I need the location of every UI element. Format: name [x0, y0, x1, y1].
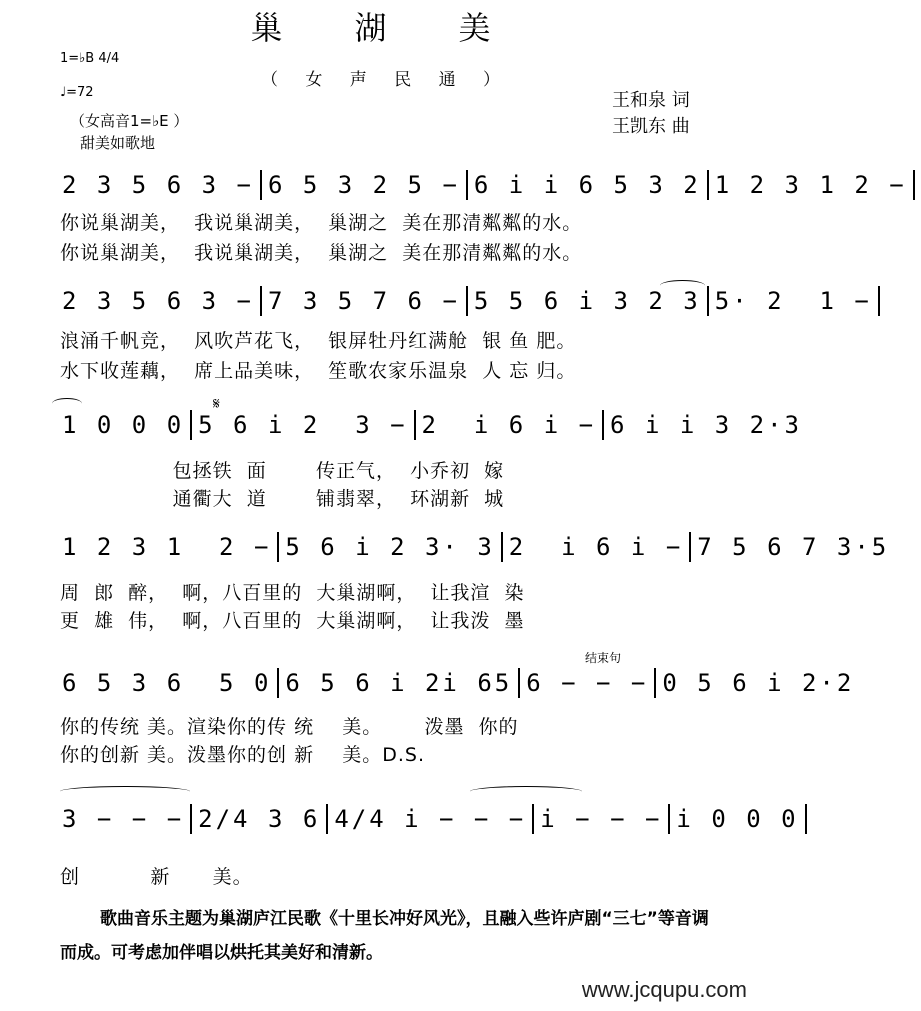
bar-line [654, 668, 656, 698]
bar-line [260, 286, 262, 316]
bar-line [190, 410, 192, 440]
lyric-line: 你说巢湖美， 我说巢湖美， 巢湖之 美在那清粼粼的水。 [60, 242, 583, 264]
measure: 6 i i 6 5 3 2 [473, 171, 701, 199]
lyric-line: 你说巢湖美， 我说巢湖美， 巢湖之 美在那清粼粼的水。 [60, 212, 583, 234]
segno-icon: 𝄋 [213, 394, 220, 413]
bar-line [466, 286, 468, 316]
ending-label: 结束句 [585, 651, 622, 665]
measure: 6 5 6 i 2i 65 [285, 669, 513, 697]
measure: 5 6 i 2 3 − [198, 411, 408, 439]
measure: 5 5 6 i 3 2 3 [473, 287, 701, 315]
bar-line [689, 532, 691, 562]
measure: 2 i 6 i − [508, 533, 684, 561]
lyric-line: 周 郎 醉， 啊，八百里的 大巢湖啊， 让我渲 染 [60, 582, 525, 604]
measure: 7 3 5 7 6 − [267, 287, 460, 315]
bar-line [414, 410, 416, 440]
lyric-line: 创 新 美。 [60, 866, 253, 888]
measure: 6 5 3 2 5 − [267, 171, 460, 199]
notation-row-4 [62, 532, 889, 562]
slur [660, 280, 705, 291]
bar-line [602, 410, 604, 440]
bar-line [190, 804, 192, 834]
measure: 2 3 5 6 3 − [62, 171, 254, 199]
measure: 6 i i 3 2·3 [610, 411, 802, 439]
expression-mark: 甜美如歌地 [80, 134, 156, 152]
slur [470, 786, 582, 797]
bar-line [326, 804, 328, 834]
lyric-line: 你的创新 美。泼墨你的创 新 美。D.S. [60, 744, 426, 766]
measure: 5· 2 1 − [714, 287, 872, 315]
measure: 6 5 3 6 5 0 [62, 669, 272, 697]
bar-line [466, 170, 468, 200]
lyric-line: 通衢大 道 铺翡翠， 环湖新 城 [60, 488, 505, 510]
key-signature: 1=♭B 4/4 [60, 51, 120, 66]
measure: 2 i 6 i − [421, 411, 597, 439]
lyric-line: 浪涌千帆竞， 风吹芦花飞， 银屏牡丹红满舱 银 鱼 肥。 [60, 330, 577, 352]
measure: 1 2 3 1 2 − [714, 171, 907, 199]
notation-row-6 [62, 804, 813, 834]
bar-line [518, 668, 520, 698]
vocal-range: （女高音1=♭E ） [70, 112, 189, 130]
notation-row-3 [62, 410, 802, 440]
measure: 3 − − − [62, 805, 185, 833]
page-title: 巢 湖 美 [250, 9, 511, 47]
lyric-line: 更 雄 伟， 啊，八百里的 大巢湖啊， 让我泼 墨 [60, 610, 525, 632]
bar-line [260, 170, 262, 200]
bar-line [913, 170, 915, 200]
measure: 4/4 i − − − [334, 805, 527, 833]
measure: 2 3 5 6 3 − [62, 287, 254, 315]
bar-line [878, 286, 880, 316]
bar-line [277, 532, 279, 562]
lyric-line: 水下收莲藕， 席上品美味， 笙歌农家乐温泉 人 忘 归。 [60, 360, 577, 382]
measure: i − − − [540, 805, 663, 833]
slur [52, 398, 82, 409]
lyric-line: 包拯铁 面 传正气， 小乔初 嫁 [60, 460, 505, 482]
notation-row-5 [62, 668, 854, 698]
measure: 1 2 3 1 2 − [62, 533, 272, 561]
subtitle: （ 女 声 民 通 ） [260, 70, 501, 90]
bar-line [668, 804, 670, 834]
bar-line [707, 170, 709, 200]
notation-row-2 [62, 286, 886, 316]
measure: i 0 0 0 [676, 805, 799, 833]
bar-line [707, 286, 709, 316]
performance-note: 歌曲音乐主题为巢湖庐江民歌《十里长冲好风光》，且融入些许庐剧“三七”等音调而成。可考虑加伴唱以烘托其美好和清新。 [60, 909, 709, 963]
bar-line [501, 532, 503, 562]
measure: 5 6 i 2 3· 3 [285, 533, 495, 561]
bar-line [277, 668, 279, 698]
tempo-mark: ♩=72 [60, 85, 94, 100]
bar-line [805, 804, 807, 834]
measure: 1 0 0 0 [62, 411, 185, 439]
measure: 6 − − − [526, 669, 649, 697]
slur [60, 786, 190, 797]
lyric-line: 你的传统 美。渲染你的传 统 美。 泼墨 你的 [60, 716, 519, 738]
bar-line [532, 804, 534, 834]
watermark: www.jcqupu.com [581, 977, 747, 1002]
measure: 2/4 3 6 [198, 805, 321, 833]
notation-row-1 [62, 170, 921, 200]
composer: 王凯东 曲 [612, 116, 690, 137]
measure: 7 5 6 7 3·5 [697, 533, 890, 561]
lyricist: 王和泉 词 [612, 90, 690, 111]
measure: 0 5 6 i 2·2 [662, 669, 855, 697]
